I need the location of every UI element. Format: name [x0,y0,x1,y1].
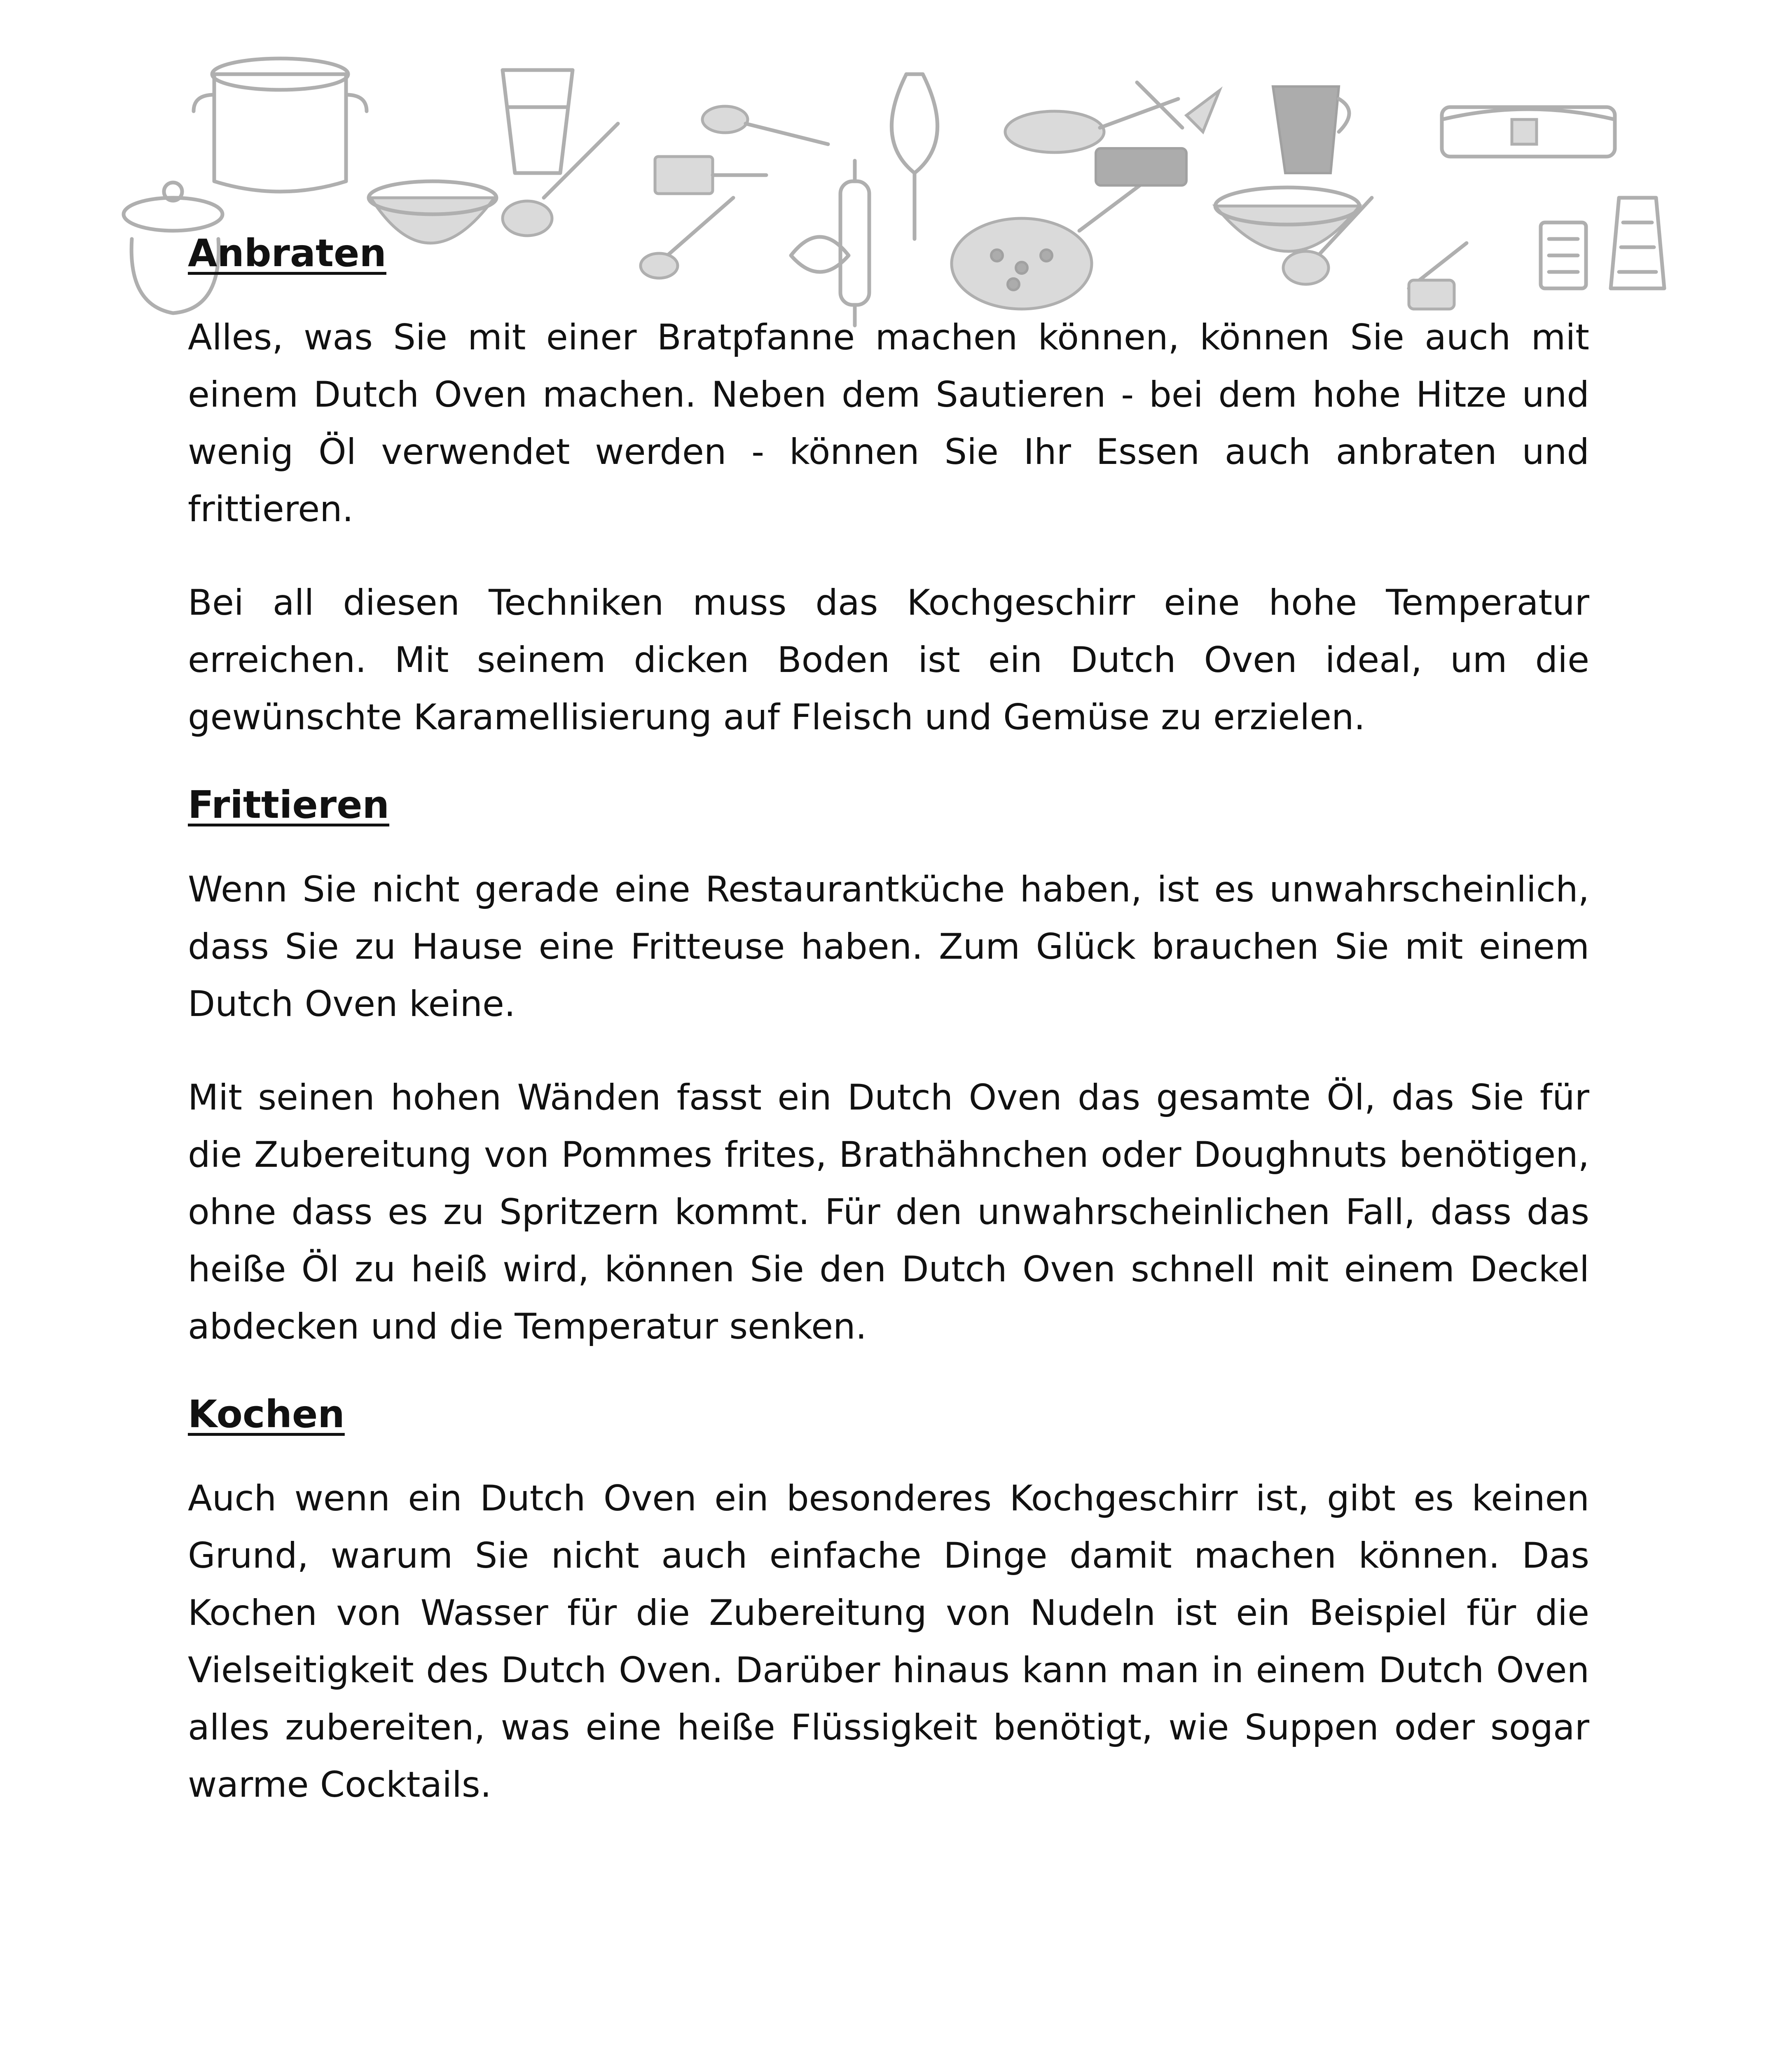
knife-icon [1137,82,1219,132]
section-anbraten [188,231,1589,746]
paragraph: Alles, was Sie mit einer Bratpfanne machen können, können Sie auch mit einem Dutch Oven machen. Neben dem Sautieren - bei dem hohe Hitze und wenig Öl verwendet werden - können Sie Ihr Essen auch anbraten und frittieren. [188,317,1589,530]
jug-icon [1273,87,1349,173]
ladle-icon [503,124,618,236]
document-body [188,231,1589,1850]
pan-icon [1005,99,1186,185]
section-frittieren [188,782,1589,1355]
paragraph: Mit seinen hohen Wänden fasst ein Dutch Oven das gesamte Öl, das Sie für die Zubereitung von Pommes frites, Brathähnchen oder Doughnuts benötigen, ohne dass es zu Spritzern kommt. Für den unwahrscheinlichen Fall, dass das heiße Öl zu heiß wird, können Sie den Dutch Oven schnell mit einem Deckel abdecken und die Temperatur senken. [188,1077,1589,1347]
paragraph: Bei all diesen Techniken muss das Kochgeschirr eine hohe Temperatur erreichen. Mit seinem dicken Boden ist ein Dutch Oven ideal, um die gewünschte Karamellisierung auf Fleisch und Gemüse zu erzielen. [188,582,1589,738]
pot-icon [194,59,367,192]
glass-icon [503,70,573,173]
paragraph: Wenn Sie nicht gerade eine Restaurantküche haben, ist es unwahrscheinlich, dass Sie zu Hause eine Fritteuse haben. Zum Glück brauchen Sie mit einem Dutch Oven keine. [188,868,1589,1025]
cleaver-icon [655,157,766,194]
section-heading: Anbraten [188,231,386,275]
section-heading: Frittieren [188,783,390,827]
cake-pan-icon [1442,107,1615,157]
section-kochen [188,1392,1589,1814]
grater-icon [1611,198,1664,288]
paragraph: Auch wenn ein Dutch Oven ein besonderes Kochgeschirr ist, gibt es keinen Grund, warum Sie nicht auch einfache Dinge damit machen können. Das Kochen von Wasser für die Zubereitung von Nudeln ist ein Beispiel für die Vielseitigkeit des Dutch Oven. Darüber hinaus kann man in einem Dutch Oven alles zubereiten, was eine heiße Flüssigkeit benötigt, wie Suppen oder sogar warme Cocktails. [188,1478,1589,1806]
section-heading: Kochen [188,1392,345,1436]
